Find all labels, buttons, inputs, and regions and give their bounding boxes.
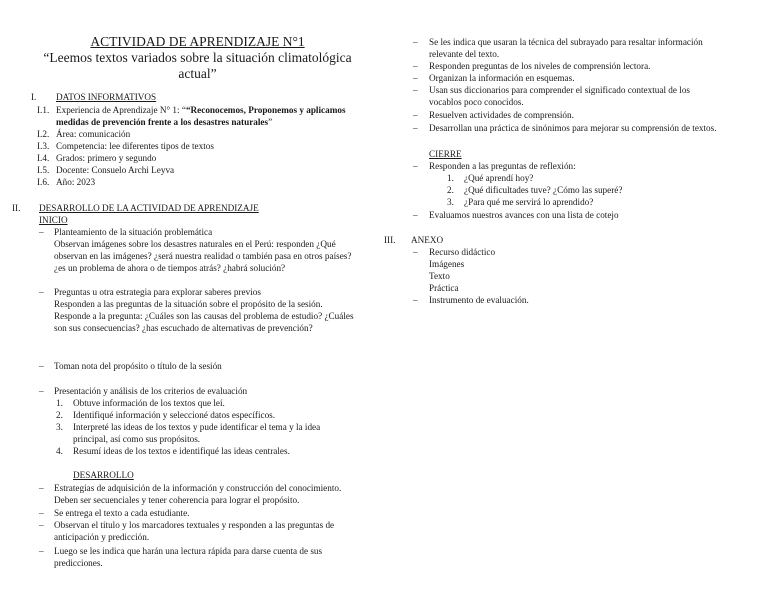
section-2-heading: DESARROLLO DE LA ACTIVIDAD DE APRENDIZAJE: [39, 203, 259, 213]
item-1-2-number: I.2.: [37, 129, 50, 139]
criterio-4: Resumí ideas de los textos e identifiqué las ideas centrales.: [73, 446, 290, 456]
item-1-5-number: I.5.: [37, 165, 50, 175]
item-1-1-end: ”: [268, 117, 273, 127]
item-1-3-number: I.3.: [37, 141, 50, 151]
section-1-number: I.: [31, 92, 37, 102]
document-page: ACTIVIDAD DE APRENDIZAJE N°1 “Leemos textos variados sobre la situación climatológica actual” I. DATOS INFORMATIVOS I.1. Experiencia de Aprendizaje N° 1: ““Reconocemos, Proponemos y aplicamos medidas de prevención frente a los desastres naturales” I.2. Área: comunicación I.3. Competencia: lee diferentes tipos de textos I.4. Grados: primero y segundo I.5. Docente: Consuelo Archi Leyva I.6. Año: 2023 II. DESARROLLO DE LA ACTIVIDAD DE APRENDIZAJE INICIO – Planteamiento de la situación problemática Observan imágenes sobre los desastres naturales en el Perú: responden ¿Qué observan en las imágenes? ¿será nuestra realidad o también pasa en otros países? ¿es un problema de ahora o de tiempos atrás? ¿habrá solución? – Preguntas u otra estrategia para explorar saberes previos Responden a las preguntas de la situación sobre el propósito de la sesión. Responde a la pregunta: ¿Cuáles son las causas del problema de estudio? ¿Cuáles son sus consecuencias? ¿has escuchado de alternativas de prevención? – Toman nota del propósito o título de la sesión – Presentación y análisis de los criterios de evaluación 1. Obtuve información de los textos que leí. 2. Identifiqué información y seleccioné datos específicos. 3. Interpreté las ideas de los textos y pude identificar el tema y la idea principal, así como sus propósitos. 4. Resumí ideas de los textos e identifiqué las ideas centrales. DESARROLLO – Estrategias de adquisición de la información y construcción del conocimiento. Deben ser secuenciales y tener coherencia para lograr el propósito. – Se entrega el texto a cada estudiante. – Observan el título y los marcadores textuales y responden a las preguntas de anticipación y predicción. – Luego se les indica que harán una lectura rápida para darse cuenta de sus predicciones. – Se les indica que usaran la técnica del subrayado para resaltar información relevante del texto. – Responden preguntas de los niveles de comprensión lectora. – Organizan la información en esquemas. – Usan sus diccionarios para comprender el significado contextual de los vocablos poco conocidos. – Resuelven actividades de comprensión. – Desarrollan una práctica de sinónimos para mejorar su comprensión de textos. CIERRE – Responden a las preguntas de reflexión: 1. ¿Qué aprendí hoy? 2. ¿Qué dificultades tuve? ¿Cómo las superé? 3. ¿Para qué me servirá lo aprendido? – Evaluamos nuestros avances con una lista de cotejo III. ANEXO – Recurso didáctico Imágenes Texto Práctica – Instrumento de evaluación.: [0, 0, 768, 594]
item-1-1-text: [56, 104, 376, 128]
cierre-label: CIERRE: [429, 149, 462, 159]
criterio-1: Obtuve información de los textos que leí.: [73, 398, 225, 408]
section-1-heading: DATOS INFORMATIVOS: [56, 92, 157, 102]
item-1-1-bold: “Reconocemos, Proponemos y aplicamos medidas de prevención frente a los desastres naturales: [56, 105, 346, 127]
item-1-1-number: I.1.: [37, 105, 50, 115]
item-1-1-label: Experiencia de Aprendizaje N° 1: “: [56, 105, 186, 115]
criterio-3: Interpreté las ideas de los textos y pude identificar el tema y la idea principal, así como sus propósitos.: [73, 422, 321, 444]
item-1-6-number: I.6.: [37, 177, 50, 187]
cierre-question-3: ¿Para qué me servirá lo aprendido?: [464, 197, 594, 207]
inicio-item-4-title: Presentación y análisis de los criterios de evaluación: [54, 386, 248, 396]
item-1-4-number: I.4.: [37, 153, 50, 163]
activity-subtitle: “Leemos textos variados sobre la situación climatológica actual”: [43, 50, 352, 81]
anexo-sub-2: Texto: [429, 271, 450, 281]
inicio-item-2-body: Responden a las preguntas de la situación sobre el propósito de la sesión. Responde a la pregunta: ¿Cuáles son las causas del problema de estudio? ¿Cuáles son sus consecuencias? ¿has escuchado de alternativas de prevención?: [54, 299, 354, 333]
criterio-2: Identifiqué información y seleccioné datos específicos.: [73, 410, 276, 420]
anexo-sub-3: Práctica: [429, 283, 459, 293]
cierre-question-2: ¿Qué dificultades tuve? ¿Cómo las superé?: [464, 185, 623, 195]
cierre-question-1: ¿Qué aprendí hoy?: [464, 173, 534, 183]
inicio-item-2-title: Preguntas u otra estrategia para explorar saberes previos: [54, 287, 261, 297]
inicio-item-3-title: Toman nota del propósito o título de la sesión: [54, 361, 222, 371]
item-1-3-text: Competencia: lee diferentes tipos de textos: [56, 141, 214, 151]
inicio-label: INICIO: [39, 215, 68, 225]
desarrollo-label: DESARROLLO: [73, 470, 134, 480]
anexo-sub-1: Imágenes: [429, 259, 465, 269]
section-3-heading: ANEXO: [411, 235, 444, 245]
item-1-6-text: Año: 2023: [56, 177, 96, 187]
section-3-number: III.: [384, 235, 396, 245]
activity-title: ACTIVIDAD DE APRENDIZAJE N°1: [90, 34, 305, 49]
item-1-5-text: Docente: Consuelo Archi Leyva: [56, 165, 175, 175]
inicio-item-1-body: Observan imágenes sobre los desastres naturales en el Perú: responden ¿Qué observan en las imágenes? ¿será nuestra realidad o también pasa en otros países? ¿es un problema de ahora o de tiempos atrás? ¿habrá solución?: [54, 239, 352, 273]
inicio-item-1-title: Planteamiento de la situación problemática: [54, 227, 213, 237]
item-1-4-text: Grados: primero y segundo: [56, 153, 157, 163]
section-2-number: II.: [12, 203, 21, 213]
item-1-2-text: Área: comunicación: [56, 129, 131, 139]
